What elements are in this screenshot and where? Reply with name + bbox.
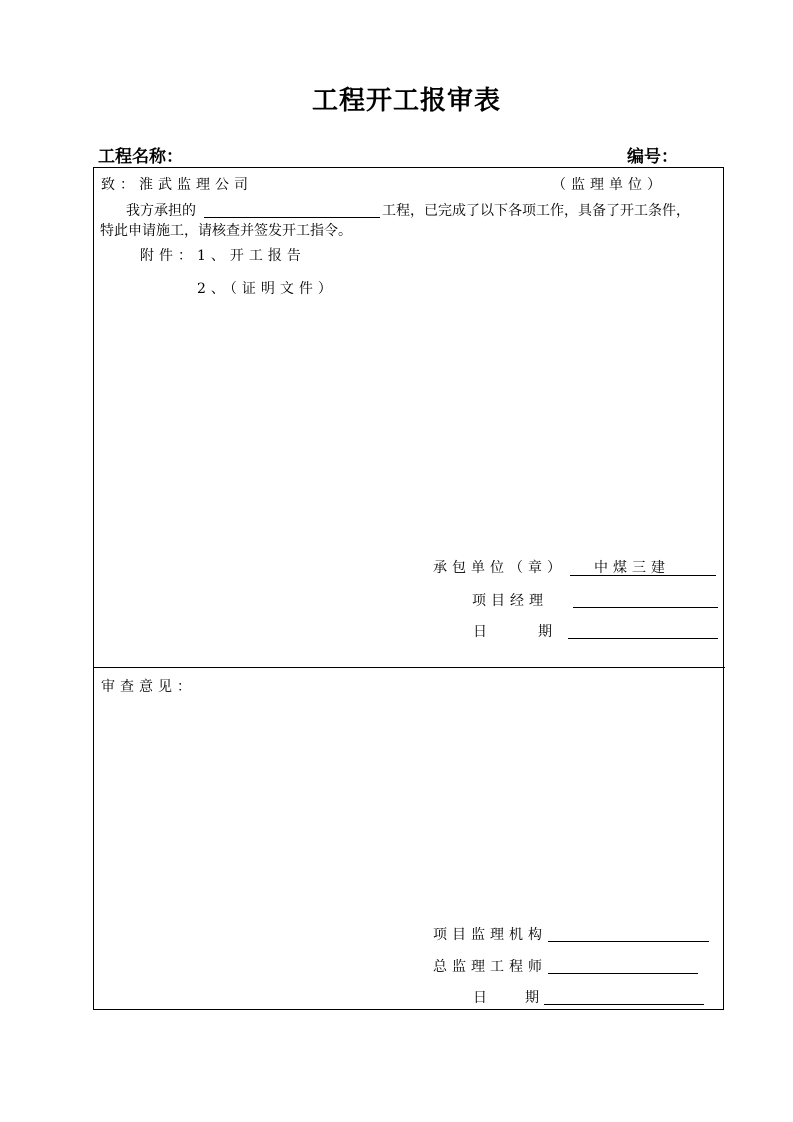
contractor-value[interactable]: 中煤三建 — [594, 560, 670, 576]
chief-field[interactable] — [548, 973, 698, 974]
attachment-1: 附件：1、开工报告 — [140, 248, 306, 264]
date-label-1b: 期 — [538, 624, 552, 640]
para-line2: 特此申请施工，请核查并签发开工指令。 — [100, 223, 352, 239]
date-field-1[interactable] — [568, 638, 718, 639]
contractor-label: 承包单位（章） — [433, 560, 566, 576]
project-name-blank[interactable] — [204, 217, 380, 218]
form-table — [93, 167, 724, 1010]
para-prefix: 我方承担的 — [126, 203, 196, 219]
page-title: 工程开工报审表 — [311, 86, 501, 116]
section-divider — [93, 667, 725, 668]
date-field-2[interactable] — [544, 1004, 704, 1005]
addressee-suffix: （监理单位） — [552, 177, 666, 193]
date-label-1a: 日 — [473, 624, 487, 640]
addressee: 致：淮武监理公司 — [101, 177, 253, 193]
project-name-label: 工程名称： — [98, 147, 183, 167]
pm-field[interactable] — [573, 607, 718, 608]
number-label: 编号： — [627, 147, 678, 167]
date-label-2a: 日 — [473, 990, 487, 1006]
pm-label: 项目经理 — [472, 593, 548, 609]
attachment-2: 2、（证明文件） — [197, 281, 337, 297]
para-line1-suffix: 工程，已完成了以下各项工作，具备了开工条件， — [382, 203, 690, 219]
org-label: 项目监理机构 — [433, 927, 547, 943]
date-label-2b: 期 — [525, 990, 539, 1006]
org-field[interactable] — [548, 941, 709, 942]
review-label: 审查意见： — [101, 679, 196, 695]
chief-label: 总监理工程师 — [433, 959, 547, 975]
contractor-line — [570, 575, 716, 576]
